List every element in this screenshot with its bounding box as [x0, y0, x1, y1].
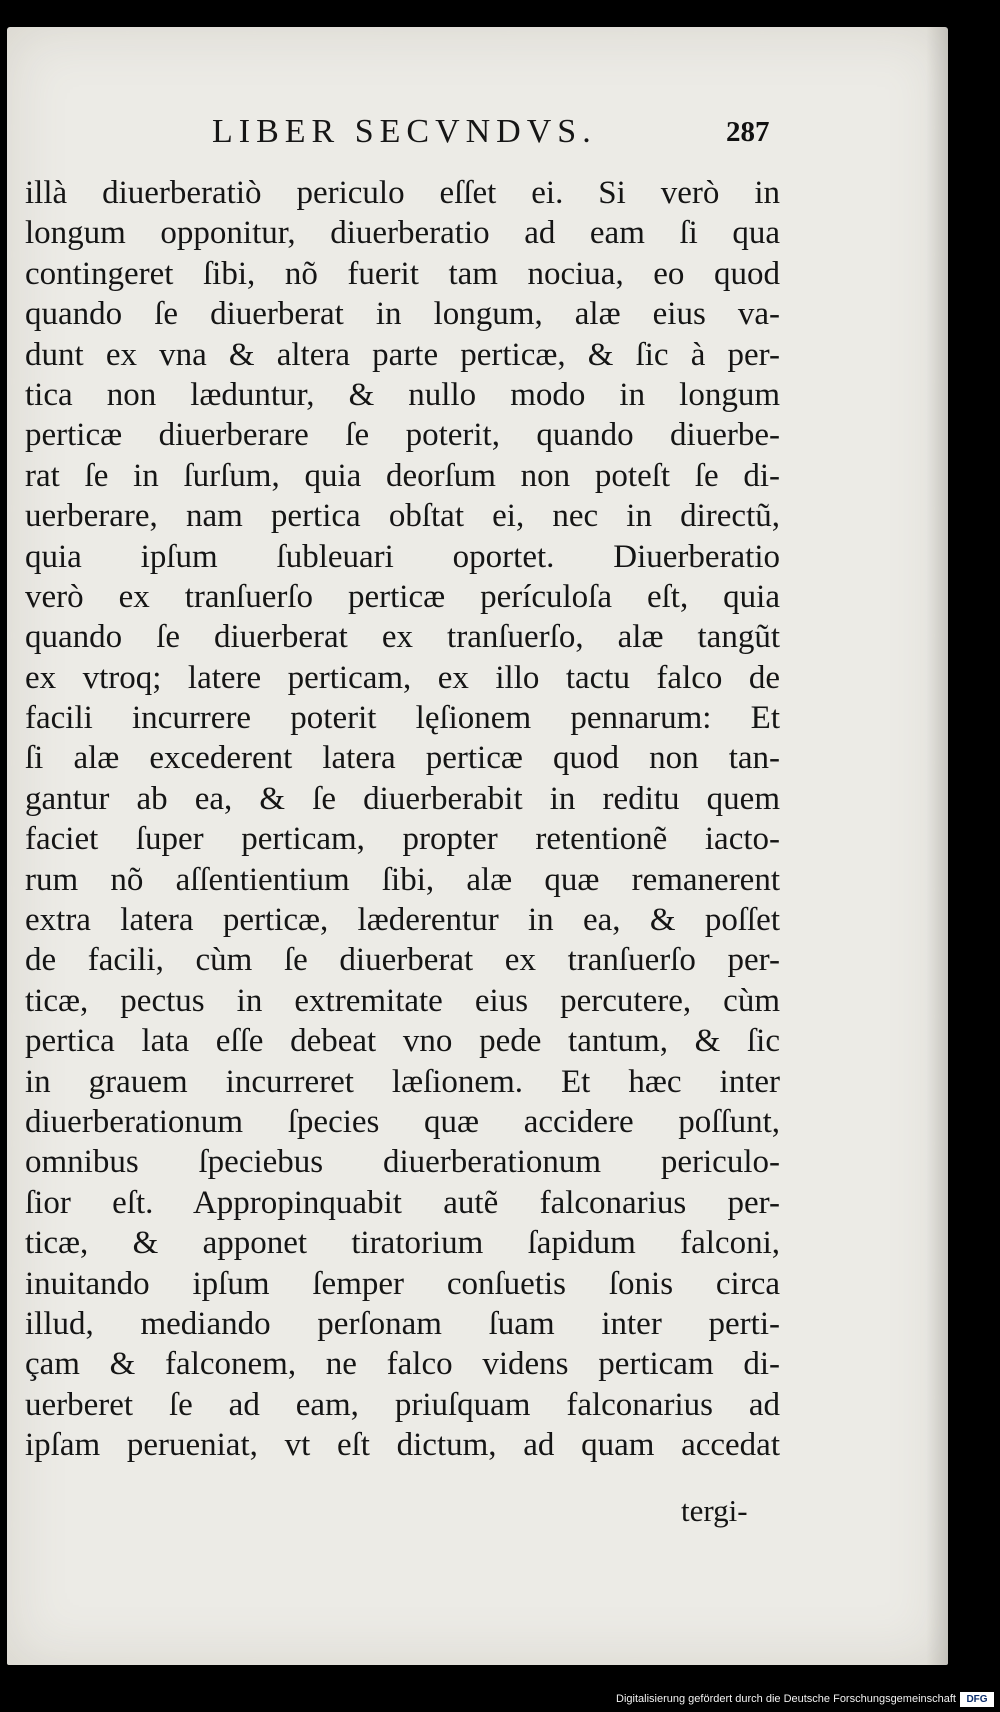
text-line: longum opponitur, diuerberatio ad eam ſi qua	[25, 215, 780, 252]
text-line: ſior eſt. Appropinquabit autẽ falconarius per-	[25, 1184, 780, 1221]
text-line: in grauem incurreret læſionem. Et hæc inter	[25, 1063, 780, 1100]
text-line: dunt ex vna & altera parte perticæ, & ſic à per-	[25, 336, 780, 373]
text-line: faciet ſuper perticam, propter retentionẽ iacto-	[25, 821, 780, 858]
text-line: ſi alæ excederent latera perticæ quod non tan-	[25, 740, 780, 777]
text-line: ticæ, & apponet tiratorium ſapidum falconi,	[25, 1225, 780, 1262]
text-line: illà diuerberatiò periculo eſſet ei. Si verò in	[25, 175, 780, 211]
text-line: çam & falconem, ne falco videns perticam di-	[25, 1346, 780, 1383]
text-line: illud, mediando perſonam ſuam inter perti-	[25, 1305, 780, 1342]
text-line: omnibus ſpeciebus diuerberationum periculo-	[25, 1144, 780, 1181]
dfg-logo-icon: DFG	[960, 1692, 994, 1707]
text-line: quia ipſum ſubleuari oportet. Diuerberatio	[25, 538, 780, 575]
text-line: verò ex tranſuerſo perticæ perículoſa eſt, quia	[25, 578, 780, 615]
text-line: ticæ, pectus in extremitate eius percutere, cùm	[25, 982, 780, 1019]
text-line: inuitando ipſum ſemper conſuetis ſonis circa	[25, 1265, 780, 1302]
text-line: quando ſe diuerberat ex tranſuerſo, alæ tangũt	[25, 619, 780, 656]
text-line: extra latera perticæ, læderentur in ea, & poſſet	[25, 902, 780, 939]
body-text	[25, 173, 780, 1466]
running-head: LIBER SECVNDVS.	[212, 113, 597, 150]
text-line: uerberare, nam pertica obſtat ei, nec in directũ,	[25, 498, 780, 535]
text-line: rum nõ aſſentientium ſibi, alæ quæ remanerent	[25, 861, 780, 898]
page-number: 287	[726, 116, 770, 148]
footer-bar	[0, 1688, 1000, 1712]
text-line: diuerberationum ſpecies quæ accidere poſſunt,	[25, 1103, 780, 1140]
text-line: facili incurrere poterit lęſionem pennarum: Et	[25, 700, 780, 737]
text-line: ex vtroq; latere perticam, ex illo tactu falco de	[25, 659, 780, 696]
text-line: quando ſe diuerberat in longum, alæ eius va-	[25, 296, 780, 333]
text-line: gantur ab ea, & ſe diuerberabit in reditu quem	[25, 780, 780, 817]
page-edge-shadow	[926, 27, 948, 1665]
text-line: de facili, cùm ſe diuerberat ex tranſuerſo per-	[25, 942, 780, 979]
text-line: uerberet ſe ad eam, priuſquam falconarius ad	[25, 1386, 780, 1423]
text-line: ipſam perueniat, vt eſt dictum, ad quam accedat	[25, 1427, 780, 1464]
text-line: perticæ diuerberare ſe poterit, quando diuerbe-	[25, 417, 780, 454]
text-line: tica non læduntur, & nullo modo in longum	[25, 376, 780, 413]
book-page	[7, 27, 948, 1665]
funding-credit: Digitalisierung gefördert durch die Deutsche Forschungsgemeinschaft	[616, 1693, 956, 1705]
catchword: tergi-	[681, 1493, 748, 1528]
text-line: contingeret ſibi, nõ fuerit tam nociua, eo quod	[25, 255, 780, 292]
text-line: pertica lata eſſe debeat vno pede tantum, & ſic	[25, 1023, 780, 1060]
page-header	[7, 113, 948, 159]
text-line: rat ſe in ſurſum, quia deorſum non poteſt ſe di-	[25, 457, 780, 494]
